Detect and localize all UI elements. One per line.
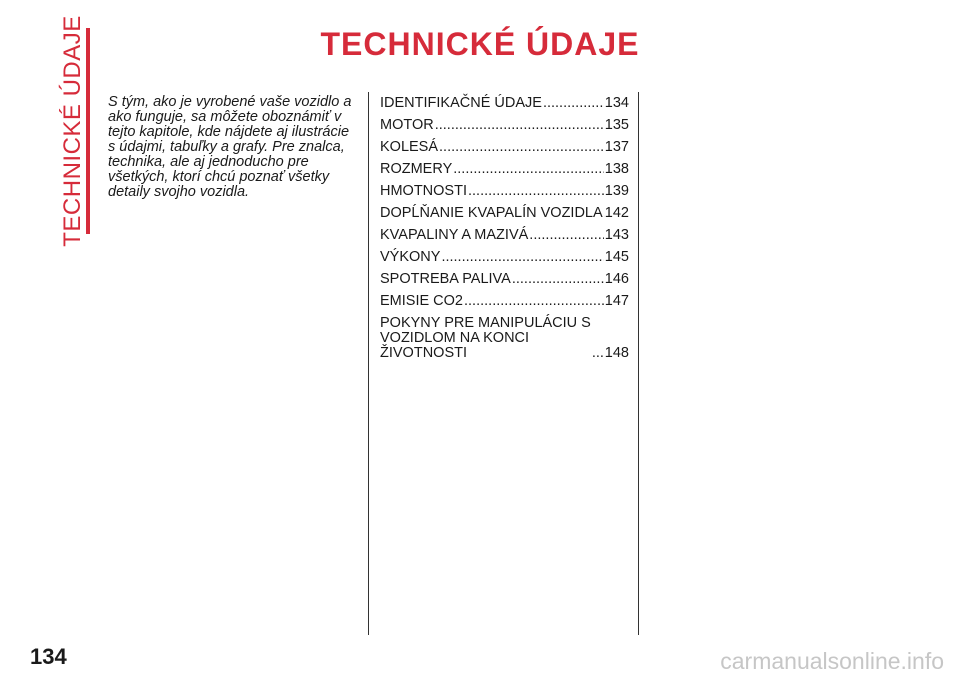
toc-leader-dots	[464, 294, 604, 309]
toc-entry-title: SPOTREBA PALIVA	[380, 271, 511, 287]
toc-entry-page: 148	[604, 345, 629, 361]
toc-entry-page: 142	[604, 205, 629, 221]
page-number: 134	[30, 644, 67, 669]
toc-entry[interactable]	[380, 206, 629, 221]
toc-leader-dots	[435, 118, 604, 133]
toc-entry-page: 134	[604, 95, 629, 111]
toc-entry-title: IDENTIFIKAČNÉ ÚDAJE	[380, 95, 542, 111]
toc-entry[interactable]	[380, 272, 629, 287]
toc-entry[interactable]	[380, 162, 629, 177]
toc-leader-dots	[439, 140, 604, 155]
toc-entry-page: 135	[604, 117, 629, 133]
toc-entry-page: 147	[604, 293, 629, 309]
page-title: TECHNICKÉ ÚDAJE	[320, 26, 640, 62]
toc-entry[interactable]	[380, 118, 629, 133]
toc-entry[interactable]	[380, 184, 629, 199]
toc-entry-title: DOPĹŇANIE KVAPALÍN VOZIDLA	[380, 205, 603, 221]
toc-leader-dots	[512, 272, 604, 287]
toc-leader-dots	[592, 346, 604, 361]
toc-entry[interactable]	[380, 316, 629, 361]
watermark-text: carmanualsonline.info	[720, 648, 944, 674]
column-divider-right	[638, 92, 639, 635]
toc-entry-page: 145	[604, 249, 629, 265]
toc-entry-title: POKYNY PRE MANIPULÁCIU S VOZIDLOM NA KONCI ŽIVOTNOSTI	[380, 315, 591, 361]
toc-leader-dots	[468, 184, 604, 199]
toc-entry[interactable]	[380, 228, 629, 243]
toc-leader-dots	[543, 96, 604, 111]
toc-entry-title: ROZMERY	[380, 161, 453, 177]
toc-entry[interactable]	[380, 294, 629, 309]
side-tab-label: TECHNICKÉ ÚDAJE	[59, 15, 86, 247]
toc-entry-title: KOLESÁ	[380, 139, 439, 155]
toc-entry-page: 138	[604, 161, 629, 177]
toc-entry-page: 137	[604, 139, 629, 155]
toc-entry-title: KVAPALINY A MAZIVÁ	[380, 227, 529, 243]
column-divider-left	[368, 92, 369, 635]
toc-entry-title: VÝKONY	[380, 249, 441, 265]
toc-entry-title: EMISIE CO2	[380, 293, 463, 309]
toc-entry-page: 143	[604, 227, 629, 243]
toc-leader-dots	[529, 228, 604, 243]
toc-entry[interactable]	[380, 140, 629, 155]
toc-entry[interactable]	[380, 250, 629, 265]
toc-entry-page: 146	[604, 271, 629, 287]
toc-entry-page: 139	[604, 183, 629, 199]
toc-leader-dots	[441, 250, 603, 265]
table-of-contents	[380, 96, 629, 368]
toc-entry-title: HMOTNOSTI	[380, 183, 467, 199]
toc-entry-title: MOTOR	[380, 117, 434, 133]
toc-entry[interactable]	[380, 96, 629, 111]
intro-paragraph: S tým, ako je vyrobené vaše vozidlo a ako funguje, sa môžete oboznámiť v tejto kapitole, kde nájdete aj ilustrácie s údajmi, tabuľky a grafy. Pre znalca, technika, ale aj jednoducho pre všetkých, ktorí chcú poznať všetky detaily svojho vozidla.	[108, 94, 352, 200]
toc-leader-dots	[453, 162, 604, 177]
